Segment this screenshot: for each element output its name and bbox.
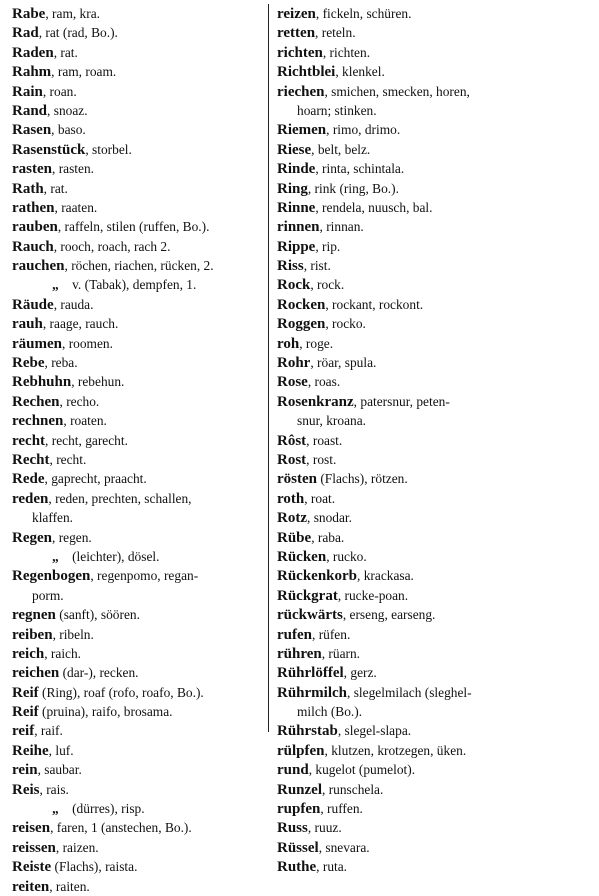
definition: , runschela. (322, 781, 384, 797)
definition: , recht. (49, 451, 87, 467)
dictionary-entry (277, 295, 591, 314)
entry-continuation: milch (Bo.). (297, 704, 363, 720)
entry-continuation: snur, kroana. (297, 413, 366, 429)
dictionary-entry (277, 159, 591, 178)
definition: , snoaz. (47, 102, 88, 118)
definition: , rüarn. (321, 645, 361, 661)
dictionary-subentry (12, 275, 264, 294)
headword: roth (277, 490, 305, 507)
headword: Reis (12, 781, 40, 798)
headword: Riemen (277, 122, 327, 139)
headword: Rührlöffel (277, 665, 344, 682)
definition: , rais. (39, 781, 69, 797)
definition: , raizen. (55, 839, 99, 855)
dictionary-entry (277, 586, 591, 605)
dictionary-entry (12, 295, 264, 314)
dictionary-entry (12, 4, 264, 23)
headword: rund (277, 762, 309, 779)
headword: Rückenkorb (277, 568, 358, 585)
dictionary-entry (12, 140, 264, 159)
headword: Russ (277, 820, 308, 837)
dictionary-entry (277, 179, 591, 198)
dictionary-entry (277, 353, 591, 372)
definition: , reba. (44, 355, 78, 371)
definition: , roas. (307, 374, 341, 390)
dictionary-entry (12, 62, 264, 81)
definition: , raiten. (49, 878, 90, 894)
definition: (leichter), dösel. (72, 548, 160, 564)
dictionary-entry (12, 528, 264, 547)
dictionary-entry (277, 605, 591, 624)
dictionary-entry (12, 663, 264, 682)
headword: Rahm (12, 64, 52, 81)
dictionary-subentry (12, 799, 264, 818)
headword: retten (277, 25, 316, 42)
dictionary-entry (12, 198, 264, 217)
headword: Rührmilch (277, 684, 348, 701)
definition: , rimo, drimo. (326, 122, 401, 138)
definition: , ruffen. (320, 801, 363, 817)
headword: rechnen (12, 413, 64, 430)
definition: , ruuz. (307, 820, 342, 836)
definition: , ruta. (316, 859, 348, 875)
entry-continuation: hoarn; stinken. (297, 102, 377, 118)
definition: , roan. (42, 83, 77, 99)
definition: , erseng, earseng. (342, 607, 436, 623)
dictionary-entry (277, 799, 591, 818)
dictionary-entry (12, 838, 264, 857)
dictionary-entry (277, 489, 591, 508)
definition: , röar, spula. (310, 355, 377, 371)
definition: , recht, garecht. (45, 432, 128, 448)
headword: Regen (12, 529, 52, 546)
definition: , storbel. (85, 141, 132, 157)
dictionary-entry (12, 644, 264, 663)
definition: , röchen, riachen, rücken, 2. (64, 258, 214, 274)
dictionary-entry (12, 818, 264, 837)
headword: Rocken (277, 296, 326, 313)
headword: Richtblei (277, 64, 336, 81)
headword: Rad (12, 25, 39, 42)
dictionary-entry (277, 760, 591, 779)
headword: Rüssel (277, 839, 319, 856)
headword: rückwärts (277, 607, 343, 624)
dictionary-entry (12, 353, 264, 372)
headword: Reif (12, 704, 39, 721)
dictionary-entry (277, 314, 591, 333)
dictionary-entry (277, 392, 591, 411)
headword: reizen (277, 6, 316, 22)
definition: , kugelot (pumelot). (308, 762, 416, 778)
headword: Ruthe (277, 859, 317, 876)
dictionary-entry (12, 43, 264, 62)
definition: , rauda. (53, 296, 94, 312)
headword: reisen (12, 820, 51, 837)
headword: reden (12, 490, 49, 507)
dictionary-entry (277, 721, 591, 740)
dictionary-entry (12, 411, 264, 430)
dictionary-entry (277, 237, 591, 256)
definition: , roomen. (62, 335, 113, 351)
entry-continuation: porm. (32, 587, 64, 603)
headword: rufen (277, 626, 312, 643)
dictionary-entry (277, 334, 591, 353)
dictionary-entry (12, 179, 264, 198)
definition: (pruina), raifo, brosama. (38, 704, 173, 720)
definition: (Ring), roaf (rofo, roafo, Bo.). (38, 684, 204, 700)
definition: , gaprecht, praacht. (44, 471, 147, 487)
headword: Rechen (12, 393, 60, 410)
dictionary-entry (12, 392, 264, 411)
headword: Rückgrat (277, 587, 338, 604)
headword: Rôst (277, 432, 307, 449)
headword: roh (277, 335, 300, 352)
definition: , raffeln, stilen (ruffen, Bo.). (57, 219, 210, 235)
dictionary-entry (277, 217, 591, 236)
headword: recht (12, 432, 46, 449)
headword: reiten (12, 878, 50, 895)
dictionary-subentry (12, 547, 264, 566)
dictionary-entry (277, 741, 591, 760)
headword: Rose (277, 374, 308, 391)
definition: , roat. (304, 490, 336, 506)
definition: , smichen, smecken, horen, (324, 83, 470, 99)
definition: , rist. (303, 258, 331, 274)
headword: Rebhuhn (12, 374, 72, 391)
dictionary-entry (12, 741, 264, 760)
headword: Rübe (277, 529, 312, 546)
headword: Rohr (277, 355, 311, 372)
dictionary-entry (12, 334, 264, 353)
dictionary-entry (277, 838, 591, 857)
definition: , raage, rauch. (42, 316, 119, 332)
headword: Rauch (12, 238, 54, 255)
dictionary-entry (12, 217, 264, 236)
definition: , krackasa. (357, 568, 414, 584)
headword: Rotz (277, 510, 307, 527)
definition: , rasten. (52, 161, 95, 177)
definition: , rocko. (325, 316, 366, 332)
definition: , rinta, schintala. (315, 161, 405, 177)
definition: (Flachs), rötzen. (317, 471, 408, 487)
dictionary-entry (277, 62, 591, 81)
definition: , klenkel. (335, 64, 385, 80)
definition: , fickeln, schüren. (315, 6, 412, 21)
left-column (12, 4, 264, 896)
headword: Recht (12, 451, 50, 468)
definition: , reden, prechten, schallen, (48, 490, 192, 506)
definition: , roge. (299, 335, 334, 351)
ditto-mark: „ (52, 548, 59, 564)
headword: rülpfen (277, 742, 325, 759)
dictionary-entry (277, 198, 591, 217)
dictionary-entry (12, 721, 264, 740)
headword: Rede (12, 471, 45, 488)
headword: Rain (12, 83, 43, 100)
headword: rasten (12, 161, 52, 178)
headword: richten (277, 44, 323, 61)
dictionary-entry (277, 120, 591, 139)
headword: Rasen (12, 122, 52, 139)
definition: , rucko. (326, 548, 367, 564)
headword: Rath (12, 180, 44, 197)
dictionary-entry (12, 450, 264, 469)
headword: Rinde (277, 161, 316, 178)
definition: , raba. (311, 529, 345, 545)
headword: Regenbogen (12, 568, 91, 585)
headword: Reihe (12, 742, 49, 759)
headword: rupfen (277, 801, 321, 818)
headword: reissen (12, 839, 56, 856)
headword: rathen (12, 199, 55, 216)
dictionary-entry (12, 237, 264, 256)
definition: , snodar. (307, 510, 353, 526)
headword: Reiste (12, 859, 52, 876)
dictionary-entry (12, 702, 264, 721)
definition: , rat. (43, 180, 68, 196)
headword: regnen (12, 607, 56, 624)
definition: , regen. (52, 529, 92, 545)
dictionary-entry (12, 857, 264, 876)
definition: , rinnan. (319, 219, 364, 235)
definition: v. (Tabak), dempfen, 1. (72, 277, 197, 293)
headword: Rücken (277, 548, 327, 565)
ditto-mark: „ (52, 277, 59, 293)
headword: reichen (12, 665, 60, 682)
definition: (Flachs), raista. (51, 859, 138, 875)
headword: Rost (277, 451, 307, 468)
headword: Riss (277, 258, 304, 275)
definition: , regenpomo, regan- (90, 568, 199, 584)
dictionary-entry (12, 101, 264, 120)
definition: , rebehun. (71, 374, 125, 390)
dictionary-entry (12, 683, 264, 702)
dictionary-entry (277, 625, 591, 644)
ditto-mark: „ (52, 801, 59, 817)
definition: , rendela, nuusch, bal. (315, 199, 433, 215)
dictionary-entry (12, 877, 264, 896)
dictionary-entry (277, 857, 591, 876)
dictionary-entry (277, 469, 591, 488)
dictionary-entry (277, 43, 591, 62)
definition: , saubar. (37, 762, 82, 778)
dictionary-entry (12, 120, 264, 139)
definition: , raif. (34, 723, 63, 739)
definition: , ram, roam. (51, 64, 117, 80)
dictionary-entry (12, 780, 264, 799)
dictionary-entry (277, 275, 591, 294)
definition: , slegelmilach (sleghel- (347, 684, 472, 700)
dictionary-entry (277, 528, 591, 547)
dictionary-entry (12, 760, 264, 779)
definition: , patersnur, peten- (353, 393, 450, 409)
column-divider (268, 4, 269, 732)
dictionary-entry (277, 508, 591, 527)
dictionary-entry (277, 450, 591, 469)
entry-continuation: klaffen. (32, 510, 74, 526)
headword: Rührstab (277, 723, 338, 740)
headword: Riese (277, 141, 312, 158)
definition: , ribeln. (52, 626, 94, 642)
headword: Reif (12, 684, 39, 701)
dictionary-entry (277, 566, 591, 585)
definition: , belt, belz. (311, 141, 371, 157)
headword: rein (12, 762, 38, 779)
headword: riechen (277, 83, 325, 100)
headword: Ring (277, 180, 308, 197)
dictionary-entry (277, 780, 591, 799)
headword: rühren (277, 645, 322, 662)
definition: , reteln. (315, 25, 356, 41)
definition: , luf. (48, 742, 74, 758)
headword: Rock (277, 277, 311, 294)
definition: , rink (ring, Bo.). (307, 180, 399, 196)
headword: rauben (12, 219, 58, 236)
dictionary-entry (277, 4, 591, 23)
dictionary-entry (277, 82, 591, 101)
dictionary-entry (277, 431, 591, 450)
dictionary-entry (277, 818, 591, 837)
headword: Runzel (277, 781, 322, 798)
definition: , ram, kra. (45, 6, 100, 21)
definition: , rost. (306, 451, 337, 467)
headword: Rinne (277, 199, 316, 216)
definition: , rat. (53, 44, 78, 60)
dictionary-entry (12, 431, 264, 450)
headword: Räude (12, 296, 54, 313)
headword: Rabe (12, 6, 46, 22)
headword: reiben (12, 626, 53, 643)
definition: , richten. (322, 44, 371, 60)
dictionary-entry (12, 489, 264, 508)
headword: räumen (12, 335, 62, 352)
dictionary-entry (12, 469, 264, 488)
headword: Rippe (277, 238, 316, 255)
headword: rauh (12, 316, 43, 333)
definition: , klutzen, krotzegen, üken. (324, 742, 467, 758)
definition: , gerz. (343, 665, 377, 681)
dictionary-entry (277, 663, 591, 682)
headword: rauchen (12, 258, 65, 275)
dictionary-entry (277, 23, 591, 42)
dictionary-entry (12, 372, 264, 391)
definition: , faren, 1 (anstechen, Bo.). (50, 820, 192, 836)
dictionary-entry (277, 372, 591, 391)
dictionary-entry (12, 605, 264, 624)
headword: Raden (12, 44, 54, 61)
definition: , roaten. (63, 413, 107, 429)
headword: Rebe (12, 355, 45, 372)
headword: rösten (277, 471, 317, 488)
dictionary-entry (12, 314, 264, 333)
dictionary-entry (277, 547, 591, 566)
definition: , snevara. (318, 839, 370, 855)
dictionary-entry (12, 82, 264, 101)
dictionary-entry (277, 140, 591, 159)
definition: , rockant, rockont. (325, 296, 424, 312)
definition: , rucke-poan. (337, 587, 409, 603)
definition: , recho. (59, 393, 100, 409)
headword: reif (12, 723, 35, 740)
dictionary-entry (12, 566, 264, 585)
definition: , rüfen. (312, 626, 351, 642)
definition: , rock. (310, 277, 345, 293)
definition: , rip. (315, 238, 341, 254)
dictionary-entry (277, 256, 591, 275)
definition: , slegel-slapa. (337, 723, 412, 739)
dictionary-entry (12, 23, 264, 42)
headword: Rosenkranz (277, 393, 354, 410)
definition: , rooch, roach, rach 2. (53, 238, 171, 254)
headword: reich (12, 645, 45, 662)
dictionary-entry (277, 683, 591, 702)
definition: (dürres), risp. (72, 801, 145, 817)
definition: , baso. (51, 122, 86, 138)
dictionary-entry (12, 256, 264, 275)
definition: (dar-), recken. (59, 665, 139, 681)
dictionary-entry (277, 644, 591, 663)
right-column (277, 4, 591, 877)
definition: , raaten. (54, 199, 98, 215)
headword: Rand (12, 102, 48, 119)
headword: Roggen (277, 316, 326, 333)
definition: , raich. (44, 645, 82, 661)
dictionary-entry (12, 159, 264, 178)
headword: rinnen (277, 219, 320, 236)
definition: , roast. (306, 432, 343, 448)
headword: Rasenstück (12, 141, 86, 158)
definition: (sanft), söören. (55, 607, 140, 623)
dictionary-entry (12, 625, 264, 644)
definition: , rat (rad, Bo.). (38, 25, 118, 41)
